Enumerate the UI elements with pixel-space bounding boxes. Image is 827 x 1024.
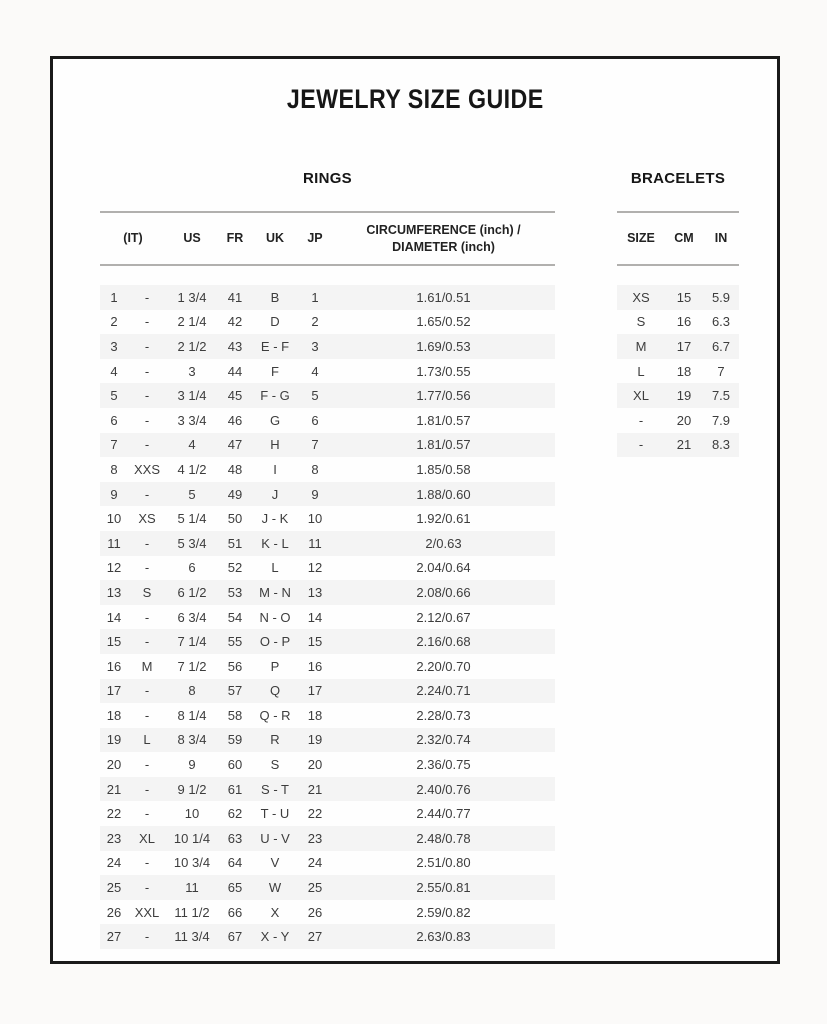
table-cell: 10 [106, 511, 122, 527]
table-cell: - [144, 880, 150, 896]
table-cell: 56 [227, 658, 243, 674]
bracelets-header-in: IN [703, 212, 739, 265]
table-cell: 7 [717, 363, 725, 379]
table-cell: 63 [227, 830, 243, 846]
bracelets-table [617, 211, 739, 457]
table-row [100, 408, 555, 433]
table-cell: - [144, 929, 150, 945]
table-cell: - [144, 363, 150, 379]
table-cell: 3 [311, 338, 319, 354]
table-cell: 18 [676, 363, 692, 379]
rings-header-fr: FR [218, 212, 252, 265]
table-cell: 7 [110, 437, 118, 453]
table-cell: 20 [106, 757, 122, 773]
rings-table-body [100, 285, 555, 949]
table-cell: 9 1/2 [177, 781, 207, 797]
table-cell: 1.65/0.52 [416, 314, 471, 330]
table-cell: - [144, 289, 150, 305]
table-cell: 7 1/2 [177, 658, 207, 674]
table-row [100, 752, 555, 777]
table-cell: 14 [307, 609, 323, 625]
table-cell: 2.28/0.73 [416, 707, 471, 723]
table-cell: M - N [259, 584, 291, 600]
table-cell: 19 [307, 732, 323, 748]
table-cell: 45 [227, 388, 243, 404]
table-cell: 58 [227, 707, 243, 723]
table-cell: - [144, 535, 150, 551]
table-row [100, 777, 555, 802]
table-cell: - [144, 683, 150, 699]
table-row [100, 851, 555, 876]
table-cell: 16 [307, 658, 323, 674]
table-cell: - [638, 437, 644, 453]
table-row [100, 556, 555, 581]
table-cell: 5 1/4 [177, 511, 207, 527]
table-row [100, 359, 555, 384]
table-cell: 13 [307, 584, 323, 600]
table-cell: 7 [311, 437, 319, 453]
size-guide-sheet [50, 56, 780, 964]
table-cell: 48 [227, 461, 243, 477]
table-row [100, 605, 555, 630]
table-cell: 59 [227, 732, 243, 748]
table-cell: S - T [261, 781, 289, 797]
table-cell: 43 [227, 338, 243, 354]
table-cell: 17 [307, 683, 323, 699]
table-row [100, 728, 555, 753]
table-cell: 5.9 [711, 289, 731, 305]
bracelets-header-cm: CM [665, 212, 703, 265]
table-cell: 3 [188, 363, 196, 379]
table-row [617, 408, 739, 433]
table-cell: 20 [676, 412, 692, 428]
table-row [617, 310, 739, 335]
table-cell: 18 [106, 707, 122, 723]
table-cell: - [638, 412, 644, 428]
table-row [617, 359, 739, 384]
table-cell: 46 [227, 412, 243, 428]
table-cell: 2 1/4 [177, 314, 207, 330]
table-cell: 21 [676, 437, 692, 453]
table-cell: XL [633, 388, 649, 404]
table-cell: P [270, 658, 280, 674]
table-cell: 6 [311, 412, 319, 428]
table-row [100, 679, 555, 704]
table-cell: 5 [110, 388, 118, 404]
table-cell: 21 [106, 781, 122, 797]
table-row [100, 703, 555, 728]
table-cell: R [270, 732, 280, 748]
table-cell: 12 [106, 560, 122, 576]
table-spacer [100, 265, 555, 285]
table-cell: 9 [311, 486, 319, 502]
table-cell: - [144, 560, 150, 576]
table-cell: 60 [227, 757, 243, 773]
rings-header-jp: JP [298, 212, 332, 265]
table-cell: S [636, 314, 646, 330]
table-cell: - [144, 437, 150, 453]
table-row [100, 506, 555, 531]
table-cell: 1 [110, 289, 118, 305]
table-cell: 17 [676, 338, 692, 354]
table-cell: 8 [188, 683, 196, 699]
table-cell: 2.59/0.82 [416, 904, 471, 920]
table-cell: 1.85/0.58 [416, 461, 471, 477]
table-cell: 2.51/0.80 [416, 855, 471, 871]
table-row [100, 334, 555, 359]
table-cell: 42 [227, 314, 243, 330]
table-header-row [617, 212, 739, 265]
table-cell: 2.32/0.74 [416, 732, 471, 748]
table-cell: 5 [311, 388, 319, 404]
bracelets-section [617, 169, 739, 457]
table-cell: 3 [110, 338, 118, 354]
table-cell: 52 [227, 560, 243, 576]
table-cell: XL [139, 830, 155, 846]
table-cell: 2.63/0.83 [416, 929, 471, 945]
table-cell: N - O [259, 609, 291, 625]
table-cell: 22 [106, 806, 122, 822]
table-cell: G [269, 412, 281, 428]
table-row [100, 285, 555, 310]
table-cell: 27 [106, 929, 122, 945]
table-cell: 10 [307, 511, 323, 527]
table-cell: 15 [307, 634, 323, 650]
table-cell: 9 [110, 486, 118, 502]
table-cell: 1.92/0.61 [416, 511, 471, 527]
table-cell: 65 [227, 880, 243, 896]
table-cell: 14 [106, 609, 122, 625]
table-cell: - [144, 338, 150, 354]
table-cell: 55 [227, 634, 243, 650]
table-cell: 26 [106, 904, 122, 920]
table-cell: 66 [227, 904, 243, 920]
table-cell: 11 [308, 535, 322, 551]
table-cell: 21 [307, 781, 323, 797]
table-cell: 22 [307, 806, 323, 822]
table-cell: X - Y [260, 929, 290, 945]
table-cell: E - F [260, 338, 290, 354]
table-cell: 2 [110, 314, 118, 330]
table-cell: 47 [227, 437, 243, 453]
table-row [617, 433, 739, 458]
table-cell: 24 [106, 855, 122, 871]
table-cell: F [271, 363, 279, 379]
table-cell: 11 [185, 880, 199, 896]
table-cell: 1.88/0.60 [416, 486, 471, 502]
table-cell: 6 3/4 [177, 609, 207, 625]
table-row [100, 310, 555, 335]
table-cell: XXL [134, 904, 160, 920]
table-cell: 5 3/4 [177, 535, 207, 551]
table-cell: 13 [106, 584, 122, 600]
table-cell: 7 1/4 [177, 634, 207, 650]
table-cell: 1.77/0.56 [416, 388, 471, 404]
table-cell: - [144, 609, 150, 625]
table-cell: 11 [107, 535, 121, 551]
table-row [617, 285, 739, 310]
table-cell: 54 [227, 609, 243, 625]
table-cell: 1.81/0.57 [416, 412, 471, 428]
table-cell: L [143, 732, 151, 748]
table-cell: 19 [106, 732, 122, 748]
table-cell: 11 3/4 [174, 929, 210, 945]
rings-section [100, 169, 555, 949]
table-spacer [617, 265, 739, 285]
bracelets-header-size: SIZE [617, 212, 665, 265]
table-cell: 7.9 [711, 412, 731, 428]
table-cell: 8 3/4 [177, 732, 207, 748]
table-cell: Q - R [259, 707, 291, 723]
table-cell: 9 [188, 757, 196, 773]
table-cell: 2 1/2 [177, 338, 207, 354]
table-cell: B [270, 289, 280, 305]
table-cell: 2.20/0.70 [416, 658, 471, 674]
table-row [100, 531, 555, 556]
table-cell: XS [632, 289, 650, 305]
table-cell: 15 [676, 289, 692, 305]
table-cell: 62 [227, 806, 243, 822]
table-cell: - [144, 486, 150, 502]
table-cell: - [144, 757, 150, 773]
table-cell: - [144, 781, 150, 797]
table-cell: 12 [307, 560, 323, 576]
table-cell: K - L [261, 535, 289, 551]
table-cell: 1.69/0.53 [416, 338, 471, 354]
table-cell: 3 1/4 [177, 388, 207, 404]
table-cell: 6 [188, 560, 196, 576]
table-cell: 10 1/4 [173, 830, 211, 846]
table-cell: U - V [260, 830, 290, 846]
table-cell: 3 3/4 [177, 412, 207, 428]
table-cell: 2.12/0.67 [416, 609, 471, 625]
table-cell: 10 [184, 806, 200, 822]
table-cell: D [270, 314, 280, 330]
table-cell: 1.73/0.55 [416, 363, 471, 379]
table-cell: S [270, 757, 280, 773]
table-cell: 20 [307, 757, 323, 773]
table-cell: - [144, 314, 150, 330]
table-row [100, 875, 555, 900]
table-cell: 67 [227, 929, 243, 945]
table-cell: S [142, 584, 152, 600]
table-cell: 25 [106, 880, 122, 896]
table-cell: H [270, 437, 280, 453]
table-cell: 6.3 [711, 314, 731, 330]
table-cell: 64 [227, 855, 243, 871]
table-cell: 53 [227, 584, 243, 600]
table-cell: L [271, 560, 279, 576]
table-cell: 50 [227, 511, 243, 527]
table-cell: - [144, 634, 150, 650]
table-cell: 10 3/4 [173, 855, 211, 871]
table-cell: 61 [227, 781, 243, 797]
table-cell: J [271, 486, 279, 502]
table-cell: 2.48/0.78 [416, 830, 471, 846]
table-cell: 26 [307, 904, 323, 920]
table-row [100, 654, 555, 679]
table-cell: 2.08/0.66 [416, 584, 471, 600]
rings-table [100, 211, 555, 949]
table-cell: 2.40/0.76 [416, 781, 471, 797]
table-cell: 23 [307, 830, 323, 846]
table-row [100, 629, 555, 654]
table-cell: 51 [227, 535, 243, 551]
table-cell: 11 1/2 [174, 904, 210, 920]
table-cell: 5 [188, 486, 196, 502]
table-cell: 6 [110, 412, 118, 428]
table-cell: F - G [260, 388, 290, 404]
bracelets-section-title: BRACELETS [630, 170, 726, 187]
table-cell: 1 [311, 289, 319, 305]
table-cell: 2.16/0.68 [416, 634, 471, 650]
table-cell: 8.3 [711, 437, 731, 453]
table-header-row [100, 212, 555, 265]
table-cell: 15 [106, 634, 122, 650]
table-cell: 41 [227, 289, 243, 305]
table-row [100, 801, 555, 826]
table-row [617, 383, 739, 408]
table-cell: 57 [227, 683, 243, 699]
bracelets-table-header [617, 212, 739, 265]
table-cell: 4 [188, 437, 196, 453]
table-cell: 2.04/0.64 [416, 560, 471, 576]
table-cell: - [144, 806, 150, 822]
table-cell: 4 [110, 363, 118, 379]
table-cell: 2/0.63 [425, 535, 462, 551]
table-cell: V [270, 855, 280, 871]
table-cell: 18 [307, 707, 323, 723]
table-cell: 19 [676, 388, 692, 404]
table-cell: XXS [133, 461, 160, 477]
table-cell: 1.61/0.51 [416, 289, 471, 305]
table-cell: 2.55/0.81 [416, 880, 471, 896]
table-row [100, 383, 555, 408]
table-cell: 49 [227, 486, 243, 502]
table-cell: 17 [106, 683, 122, 699]
rings-header-uk: UK [252, 212, 298, 265]
table-cell: - [144, 412, 150, 428]
table-cell: 7.5 [711, 388, 731, 404]
table-cell: T - U [260, 806, 290, 822]
table-cell: M [635, 338, 647, 354]
rings-header-it: (IT) [100, 212, 166, 265]
table-row [100, 457, 555, 482]
table-row [100, 580, 555, 605]
table-cell: 24 [307, 855, 323, 871]
table-row [617, 334, 739, 359]
table-row [100, 924, 555, 949]
bracelets-table-body [617, 285, 739, 457]
table-cell: 6 1/2 [177, 584, 207, 600]
table-cell: 8 [110, 461, 118, 477]
table-cell: 8 1/4 [177, 707, 207, 723]
table-cell: 2 [311, 314, 319, 330]
rings-table-header [100, 212, 555, 265]
table-cell: XS [138, 511, 156, 527]
table-cell: X [270, 904, 280, 920]
table-cell: Q [269, 683, 281, 699]
table-cell: 2.36/0.75 [416, 757, 471, 773]
table-cell: 16 [106, 658, 122, 674]
table-cell: 8 [311, 461, 319, 477]
table-cell: W [268, 880, 282, 896]
table-cell: M [141, 658, 153, 674]
table-cell: - [144, 855, 150, 871]
table-cell: 27 [307, 929, 323, 945]
table-cell: 1.81/0.57 [416, 437, 471, 453]
table-cell: 6.7 [711, 338, 731, 354]
rings-header-circumference: CIRCUMFERENCE (inch) / DIAMETER (inch) [332, 212, 555, 265]
table-cell: L [637, 363, 645, 379]
table-cell: O - P [259, 634, 291, 650]
rings-header-us: US [166, 212, 218, 265]
table-row [100, 482, 555, 507]
table-cell: 4 1/2 [177, 461, 207, 477]
page-title: JEWELRY SIZE GUIDE [286, 84, 544, 114]
table-cell: - [144, 388, 150, 404]
table-cell: I [273, 461, 277, 477]
table-row [100, 433, 555, 458]
table-cell: 1 3/4 [177, 289, 207, 305]
table-cell: J - K [261, 511, 289, 527]
rings-section-title: RINGS [302, 170, 352, 187]
table-cell: 2.44/0.77 [416, 806, 471, 822]
table-cell: 4 [311, 363, 319, 379]
table-cell: 25 [307, 880, 323, 896]
table-cell: 23 [106, 830, 122, 846]
table-cell: - [144, 707, 150, 723]
table-cell: 2.24/0.71 [416, 683, 471, 699]
table-cell: 44 [227, 363, 243, 379]
table-row [100, 900, 555, 925]
table-cell: 16 [676, 314, 692, 330]
table-row [100, 826, 555, 851]
